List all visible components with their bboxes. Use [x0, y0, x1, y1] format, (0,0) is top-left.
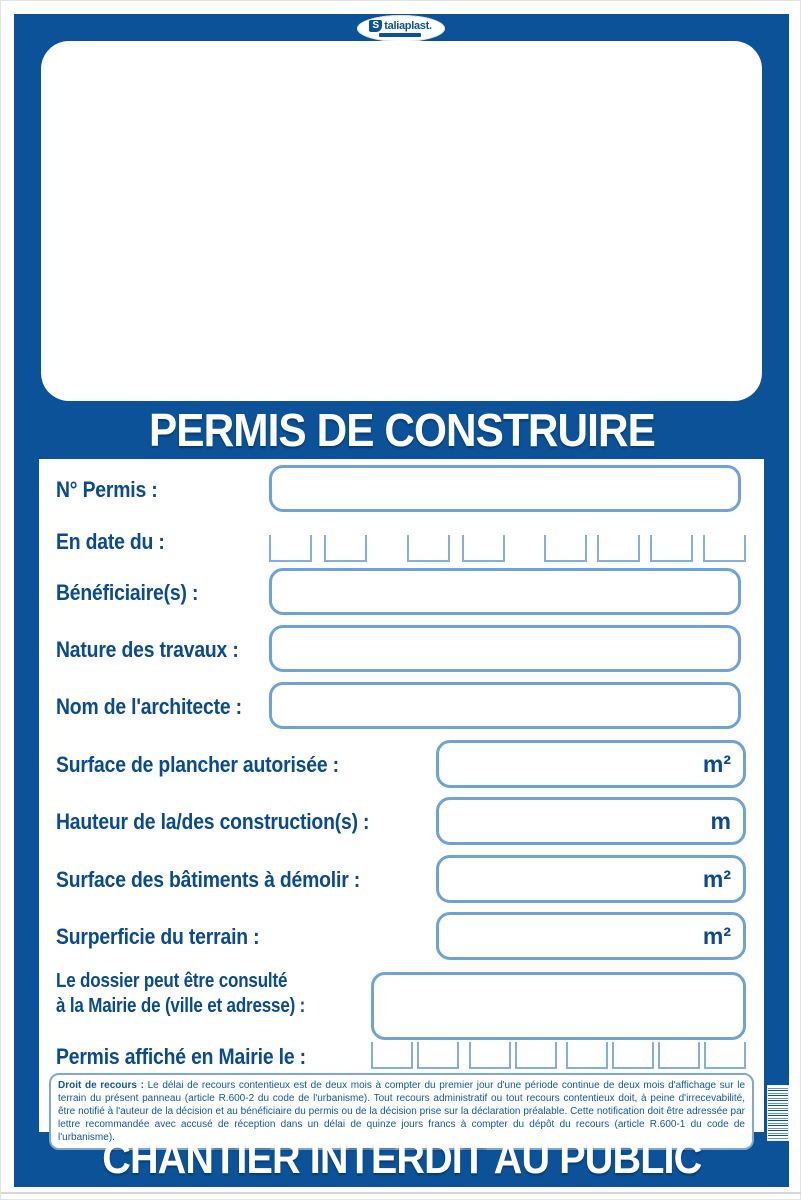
date-cell[interactable]	[597, 535, 640, 562]
barcode	[767, 1085, 789, 1141]
input-demolition-area[interactable]	[436, 855, 746, 903]
date-cell[interactable]	[515, 1042, 557, 1069]
label-architect: Nom de l'architecte :	[56, 694, 242, 719]
page-title: PERMIS DE CONSTRUIRE	[148, 404, 655, 456]
label-floor-area: Surface de plancher autorisée :	[56, 752, 339, 777]
brand-logo-text: taliaplast.	[384, 19, 432, 32]
date-cell[interactable]	[324, 535, 367, 562]
brand-logo	[357, 15, 445, 42]
title-band	[14, 401, 789, 459]
date-month-group	[407, 535, 505, 562]
legal-notice-body: Le délai de recours contentieux est de deux mois à compter du premier jour d'une période continue de deux mois d'affichage sur le terrain du présent panneau (article R.600-2 du code de l'urbanisme). Tout recours administratif ou tout recours contentieux doit, à peine d'irrecevabilité, être notifié à l'auteur de la décision et au bénéficiaire du permis ou de la décision prise sur la déclaration préalable. Cette notification doit être adressée par lettre recommandée avec accusé de réception dans un délai de quinze jours francs à compter du dépôt du recours (article R.600-1 du code de l'urbanisme).	[58, 1080, 746, 1143]
date-year-group	[566, 1042, 746, 1069]
date-cell[interactable]	[371, 1042, 413, 1069]
input-land-area[interactable]	[436, 912, 746, 960]
label-permit-number: N° Permis :	[56, 477, 158, 502]
unit-demolition-area: m²	[702, 865, 731, 892]
date-cell[interactable]	[462, 535, 505, 562]
photo-placeholder	[41, 41, 762, 401]
date-cells-permit-date	[269, 535, 746, 562]
input-architect[interactable]	[269, 682, 741, 729]
bottom-banner-text: CHANTIER INTERDIT AU PUBLIC	[101, 1134, 702, 1183]
input-city-hall[interactable]	[371, 972, 746, 1040]
date-cell[interactable]	[469, 1042, 511, 1069]
input-works-nature[interactable]	[269, 625, 741, 672]
date-cells-posted-date	[371, 1042, 746, 1069]
input-beneficiary[interactable]	[269, 568, 741, 615]
date-cell[interactable]	[612, 1042, 654, 1069]
input-floor-area[interactable]	[436, 740, 746, 788]
label-land-area: Surperficie du terrain :	[56, 924, 260, 949]
label-consult-line1: Le dossier peut être consulté	[56, 970, 288, 992]
brand-logo-underline	[379, 33, 421, 37]
date-cell[interactable]	[703, 535, 746, 562]
legal-notice-lead: Droit de recours :	[58, 1080, 144, 1091]
date-cell[interactable]	[407, 535, 450, 562]
date-cell[interactable]	[658, 1042, 700, 1069]
label-posted-date: Permis affiché en Mairie le :	[56, 1044, 306, 1069]
input-building-height[interactable]	[436, 797, 746, 845]
date-cell[interactable]	[704, 1042, 746, 1069]
date-cell[interactable]	[544, 535, 587, 562]
brand-logo-inner	[369, 20, 431, 37]
input-permit-number[interactable]	[269, 465, 741, 512]
date-day-group	[371, 1042, 459, 1069]
date-year-group	[544, 535, 746, 562]
date-cell[interactable]	[650, 535, 693, 562]
photo-edge-line	[1, 1192, 801, 1194]
date-cell[interactable]	[269, 535, 312, 562]
label-building-height: Hauteur de la/des construction(s) :	[56, 809, 370, 834]
unit-floor-area: m²	[702, 750, 731, 777]
unit-building-height: m	[710, 807, 731, 834]
unit-land-area: m²	[702, 922, 731, 949]
label-demolition-area: Surface des bâtiments à démolir :	[56, 867, 361, 892]
label-beneficiary: Bénéficiaire(s) :	[56, 580, 199, 605]
date-month-group	[469, 1042, 557, 1069]
date-cell[interactable]	[566, 1042, 608, 1069]
label-works-nature: Nature des travaux :	[56, 637, 239, 662]
date-cell[interactable]	[417, 1042, 459, 1069]
date-day-group	[269, 535, 367, 562]
bottom-band	[14, 1131, 789, 1187]
label-consult-line2: à la Mairie de (ville et adresse) :	[56, 995, 306, 1017]
label-date: En date du :	[56, 529, 165, 554]
brand-s-icon: S	[369, 20, 382, 32]
